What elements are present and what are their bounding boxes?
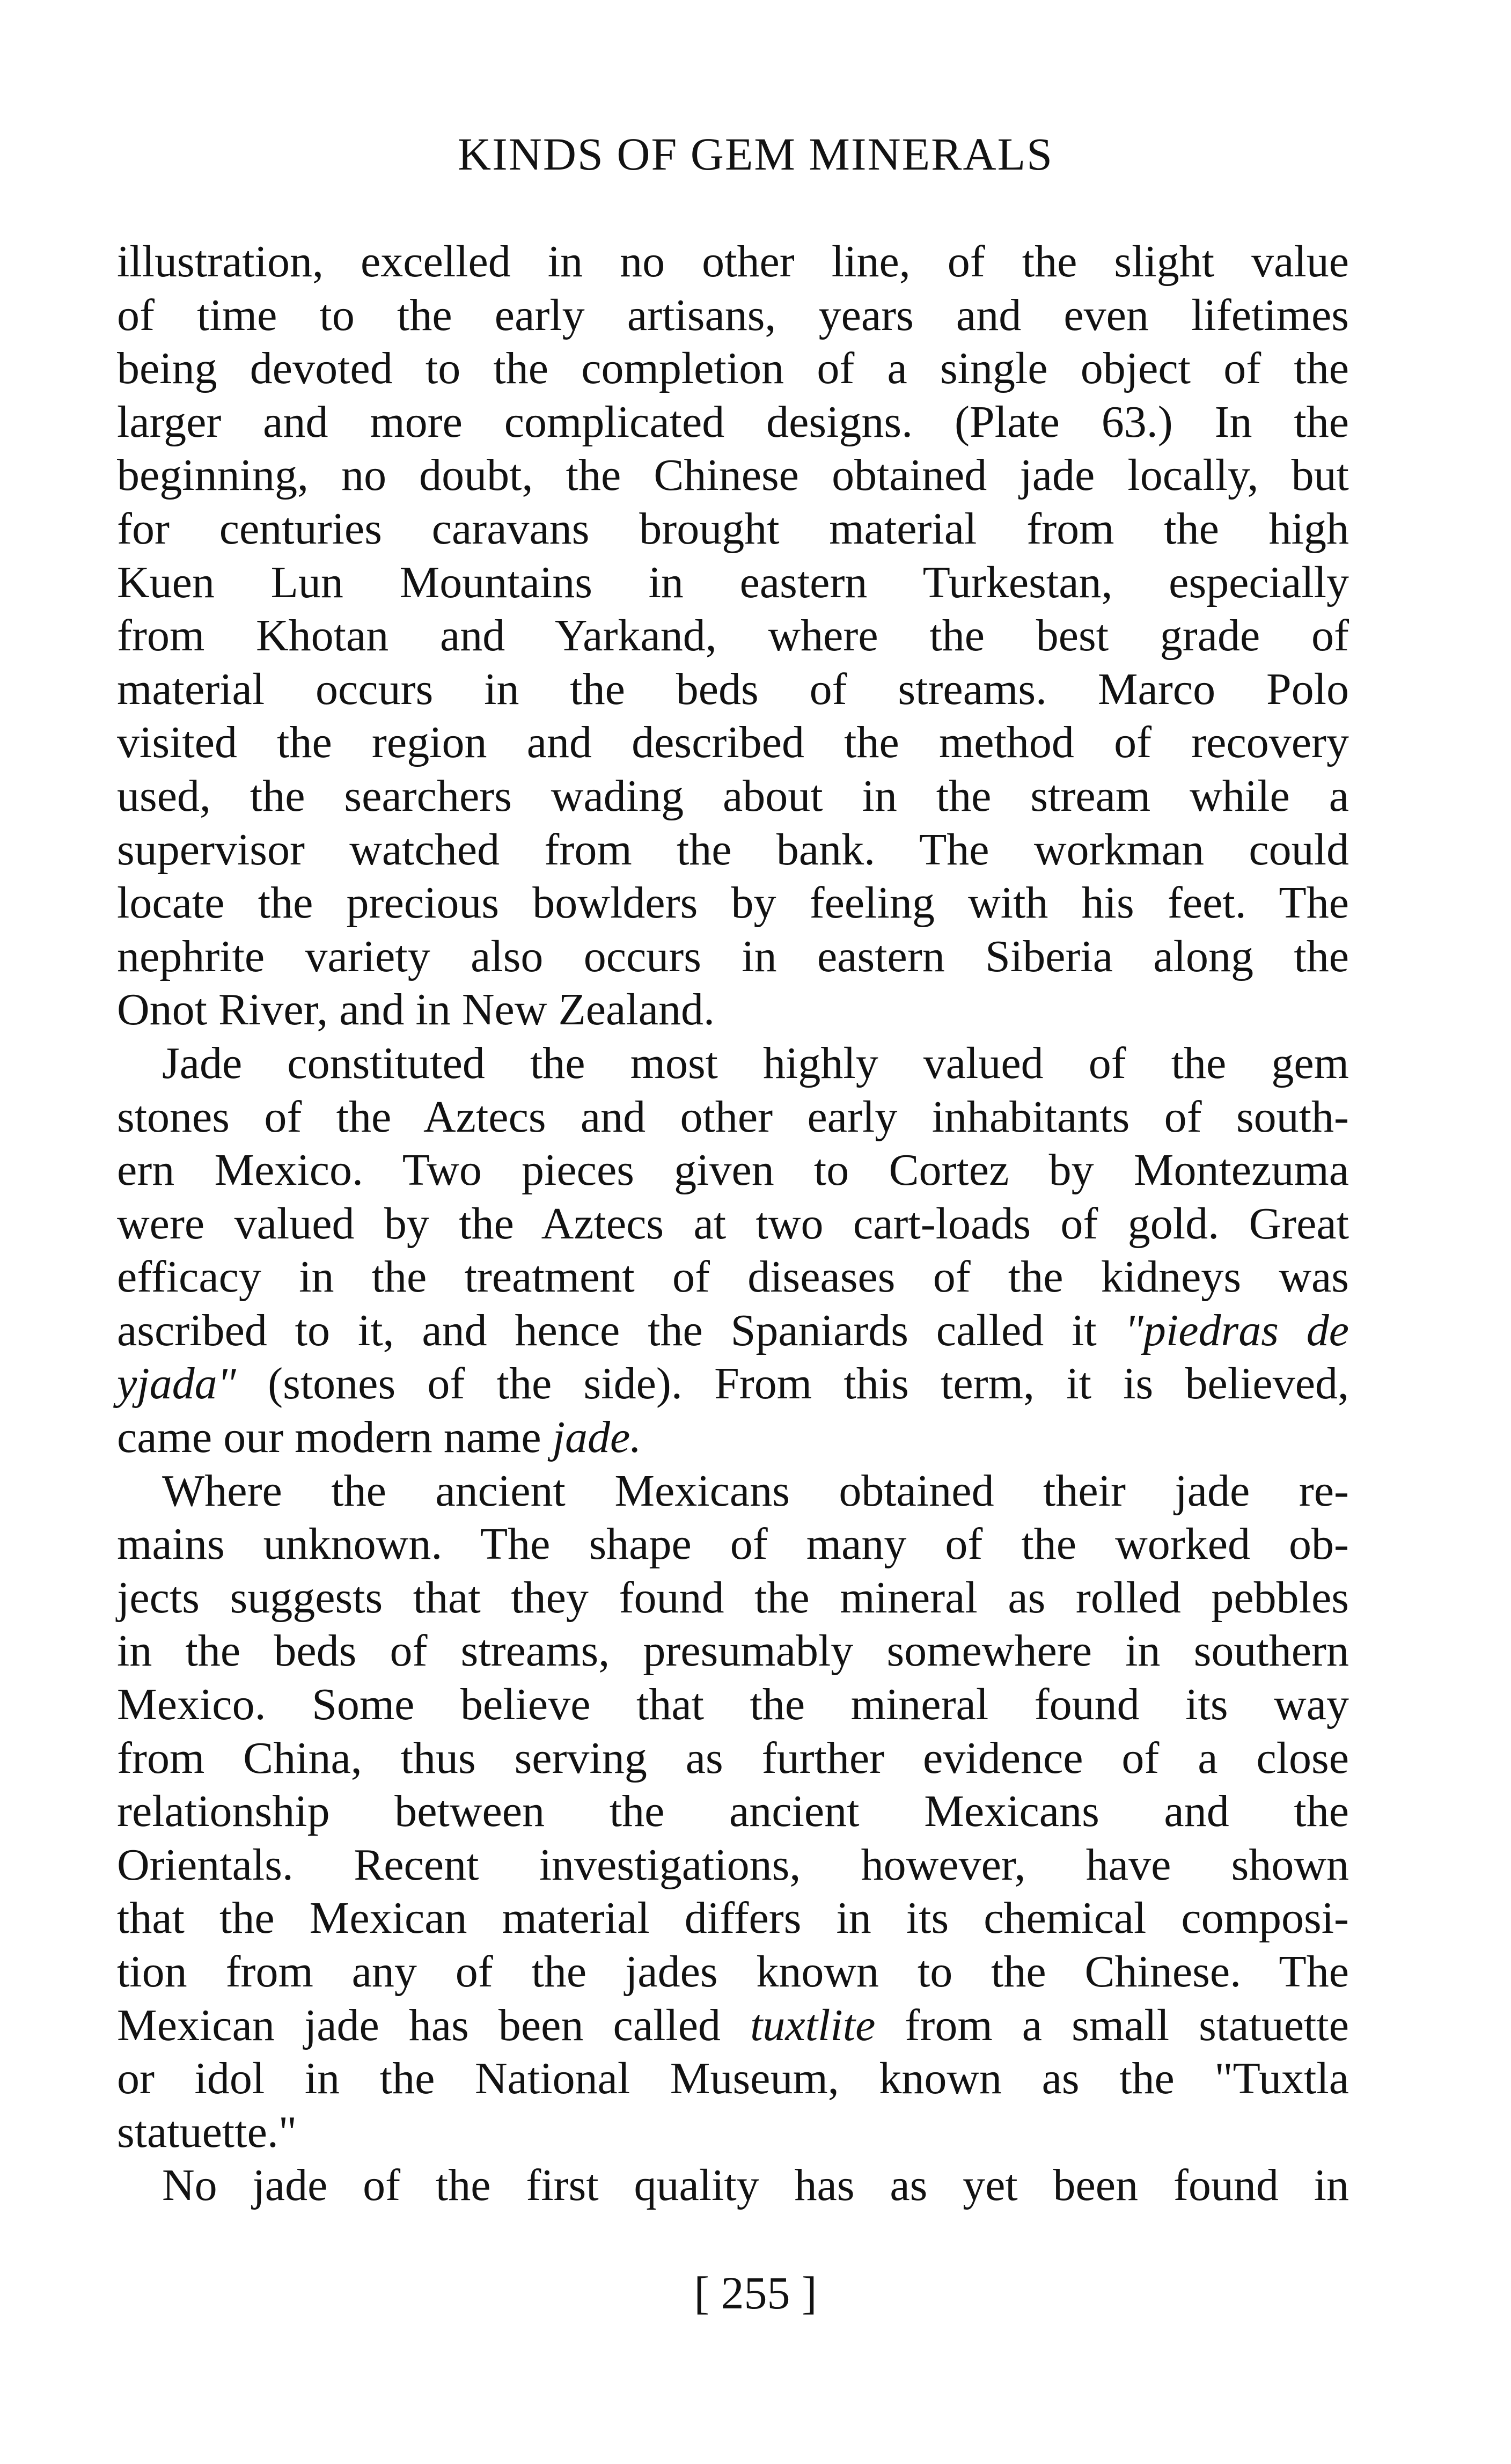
- text-line: being devoted to the completion of a single object of the: [117, 343, 1349, 394]
- text-line: ern Mexico. Two pieces given to Cortez by Montezuma: [117, 1145, 1349, 1196]
- text-line: Onot River, and in New Zealand.: [117, 985, 715, 1035]
- text-line: supervisor watched from the bank. The workman could: [117, 824, 1349, 875]
- text-line: Where the ancient Mexicans obtained their jade re-: [162, 1465, 1349, 1516]
- text-line: Kuen Lun Mountains in eastern Turkestan, especially: [117, 557, 1349, 607]
- text-line: visited the region and described the method of recovery: [117, 717, 1349, 768]
- text-run: Mexican jade has been called: [117, 2000, 751, 2050]
- text-line: [117, 1304, 1349, 1358]
- text-line: [117, 1357, 1349, 1411]
- text-line: mains unknown. The shape of many of the worked ob-: [117, 1519, 1349, 1570]
- text-line: No jade of the first quality has as yet been found in: [162, 2160, 1349, 2211]
- text-line: larger and more complicated designs. (Plate 63.) In the: [117, 397, 1349, 447]
- page-number: [ 255 ]: [694, 2267, 817, 2319]
- text-line: for centuries caravans brought material from the high: [117, 503, 1349, 554]
- body-text: [117, 235, 1349, 2212]
- text-line: were valued by the Aztecs at two cart-loads of gold. Great: [117, 1198, 1349, 1249]
- text-line: from Khotan and Yarkand, where the best grade of: [117, 611, 1349, 661]
- text-line: statuette.": [117, 2107, 297, 2157]
- text-line: of time to the early artisans, years and even lifetimes: [117, 290, 1349, 340]
- text-line: tion from any of the jades known to the Chinese. The: [117, 1947, 1349, 1997]
- italic-run: yjada": [117, 1359, 236, 1409]
- text-line: stones of the Aztecs and other early inhabitants of south-: [117, 1091, 1349, 1142]
- text-line: from China, thus serving as further evidence of a close: [117, 1733, 1349, 1783]
- text-line: nephrite variety also occurs in eastern Siberia along the: [117, 931, 1349, 981]
- text-line: Jade constituted the most highly valued of the gem: [162, 1038, 1349, 1088]
- text-line: jects suggests that they found the mineral as rolled pebbles: [117, 1572, 1349, 1623]
- text-run: from a small statuette: [875, 2000, 1349, 2050]
- text-line: [117, 1999, 1349, 2052]
- text-line: locate the precious bowlders by feeling with his feet. The: [117, 878, 1349, 928]
- italic-run: "piedras de: [1124, 1305, 1349, 1355]
- text-run: (stones of the side). From this term, it is believed,: [236, 1359, 1349, 1409]
- text-line: beginning, no doubt, the Chinese obtained jade locally, but: [117, 450, 1349, 501]
- text-line: [117, 1411, 1349, 1464]
- text-line: Orientals. Recent investigations, however, have shown: [117, 1839, 1349, 1890]
- text-line: illustration, excelled in no other line, of the slight value: [117, 237, 1349, 287]
- text-line: in the beds of streams, presumably somewhere in southern: [117, 1626, 1349, 1676]
- text-line: material occurs in the beds of streams. Marco Polo: [117, 664, 1349, 714]
- text-run: ascribed to it, and hence the Spaniards called it: [117, 1305, 1097, 1355]
- text-run: came our modern name: [117, 1412, 553, 1463]
- running-title: KINDS OF GEM MINERALS: [458, 128, 1053, 180]
- text-line: or idol in the National Museum, known as the "Tuxtla: [117, 2054, 1349, 2104]
- text-line: that the Mexican material differs in its chemical composi-: [117, 1893, 1349, 1944]
- text-line: used, the searchers wading about in the stream while a: [117, 771, 1349, 821]
- italic-run: jade.: [552, 1412, 642, 1463]
- text-line: efficacy in the treatment of diseases of the kidneys was: [117, 1252, 1349, 1302]
- text-line: Mexico. Some believe that the mineral found its way: [117, 1680, 1349, 1730]
- italic-run: tuxtlite: [750, 2000, 876, 2050]
- text-line: relationship between the ancient Mexicans and the: [117, 1786, 1349, 1837]
